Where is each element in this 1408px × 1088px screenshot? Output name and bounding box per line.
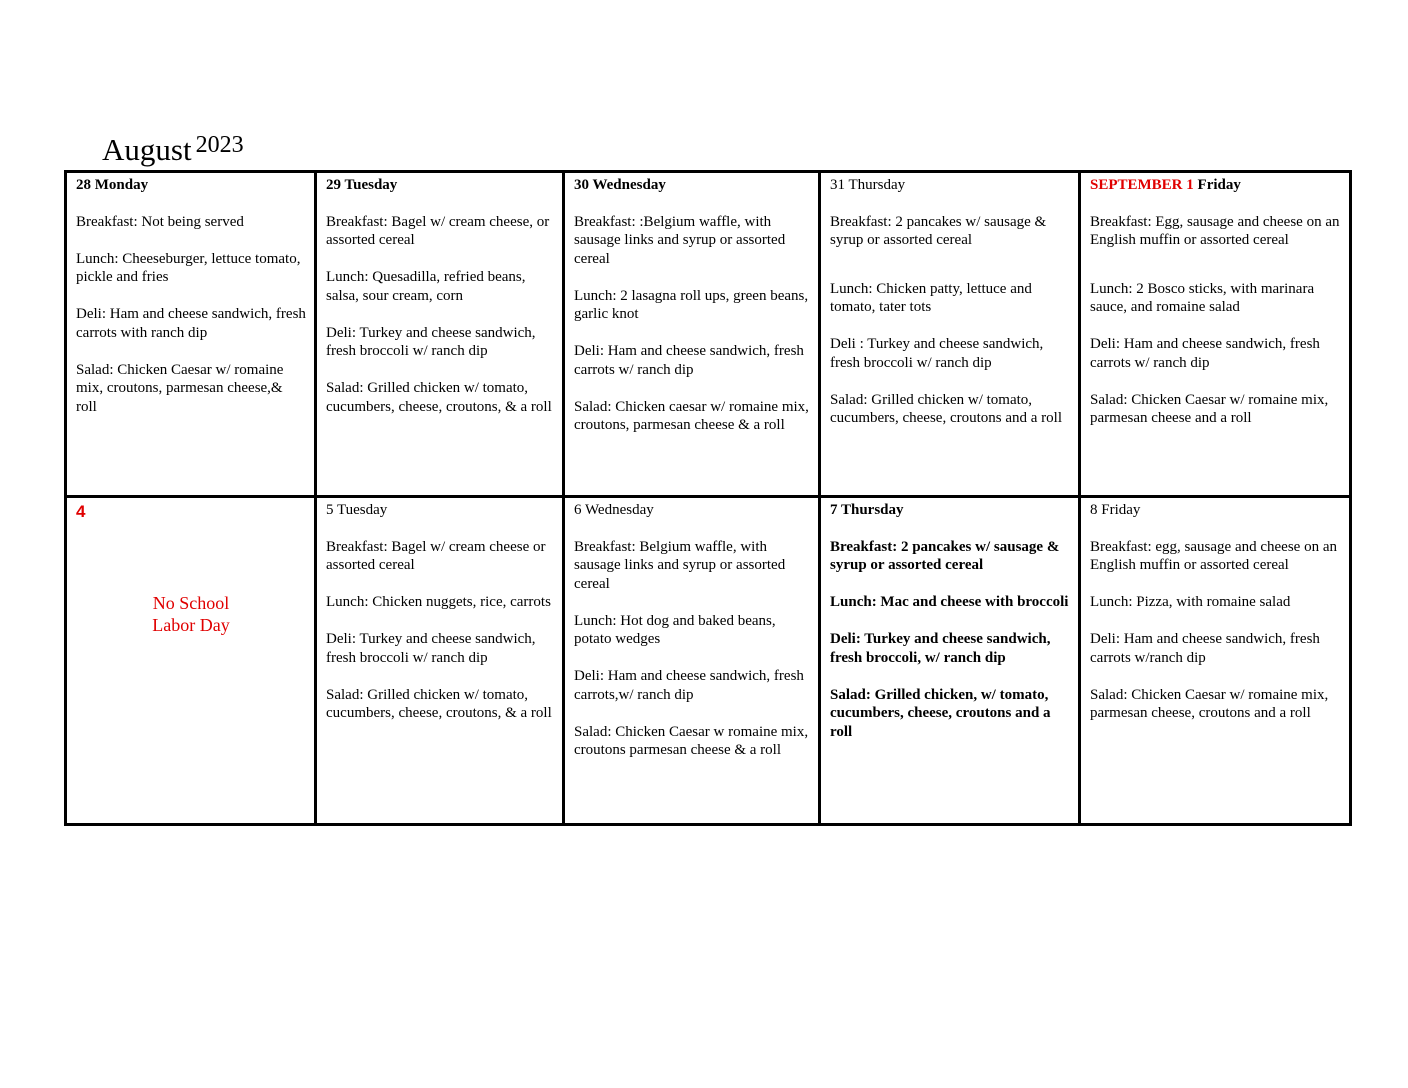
- deli-item: Deli: Turkey and cheese sandwich, fresh broccoli w/ ranch dip: [326, 631, 536, 666]
- salad-item: Salad: Chicken Caesar w/ romaine mix, parmesan cheese, croutons and a roll: [1090, 686, 1329, 721]
- salad-item: Salad: Grilled chicken w/ tomato, cucumbers, cheese, croutons and a roll: [830, 391, 1062, 426]
- breakfast-item: Breakfast: Belgium waffle, with sausage links and syrup or assorted cereal: [574, 538, 786, 592]
- day-header: 31 Thursday: [830, 177, 906, 193]
- day-cell-aug-31: [821, 173, 1081, 498]
- salad-item: Salad: Chicken Caesar w/ romaine mix, croutons, parmesan cheese,& roll: [76, 361, 284, 415]
- breakfast-item: Breakfast: 2 pancakes w/ sausage & syrup or assorted cereal: [830, 213, 1047, 248]
- deli-item: Deli: Ham and cheese sandwich, fresh carrots,w/ ranch dip: [574, 668, 804, 703]
- day-cell-sep-4: [67, 498, 317, 823]
- lunch-item: Lunch: Cheeseburger, lettuce tomato, pickle and fries: [76, 250, 301, 285]
- lunch-item: Lunch: Chicken nuggets, rice, carrots: [326, 594, 551, 610]
- day-cell-aug-29: [317, 173, 565, 498]
- day-cell-sep-8: [1081, 498, 1349, 823]
- day-header: 28 Monday: [76, 177, 149, 193]
- day-cell-sep-1: [1081, 173, 1349, 498]
- breakfast-item: Breakfast: :Belgium waffle, with sausage links and syrup or assorted cereal: [574, 213, 786, 267]
- salad-item: Salad: Grilled chicken, w/ tomato, cucumbers, cheese, croutons and a roll: [830, 686, 1051, 740]
- day-header-month: SEPTEMBER 1: [1090, 177, 1194, 193]
- day-cell-sep-7: [821, 498, 1081, 823]
- lunch-item: Lunch: 2 Bosco sticks, with marinara sauce, and romaine salad: [1090, 280, 1315, 315]
- day-cell-sep-6: [565, 498, 821, 823]
- lunch-item: Lunch: 2 lasagna roll ups, green beans, garlic knot: [574, 287, 809, 322]
- lunch-item: Lunch: Mac and cheese with broccoli: [830, 594, 1069, 610]
- page-title: [102, 132, 244, 168]
- deli-item: Deli: Ham and cheese sandwich, fresh carrots w/ ranch dip: [574, 343, 804, 378]
- salad-item: Salad: Grilled chicken w/ tomato, cucumbers, cheese, croutons, & a roll: [326, 686, 552, 721]
- breakfast-item: Breakfast: Bagel w/ cream cheese or assorted cereal: [326, 538, 546, 573]
- holiday-line: No School: [152, 592, 230, 613]
- lunch-item: Lunch: Pizza, with romaine salad: [1090, 594, 1291, 610]
- deli-item: Deli: Turkey and cheese sandwich, fresh broccoli w/ ranch dip: [326, 324, 536, 359]
- day-header: 4: [76, 502, 86, 521]
- day-header: 6 Wednesday: [574, 502, 654, 518]
- deli-item: Deli : Turkey and cheese sandwich, fresh broccoli w/ ranch dip: [830, 336, 1044, 371]
- lunch-item: Lunch: Quesadilla, refried beans, salsa, sour cream, corn: [326, 269, 526, 304]
- deli-item: Deli: Ham and cheese sandwich, fresh carrots w/ ranch dip: [1090, 336, 1320, 371]
- day-header: 30 Wednesday: [574, 177, 666, 193]
- day-header: 5 Tuesday: [326, 502, 388, 518]
- breakfast-item: Breakfast: Bagel w/ cream cheese, or assorted cereal: [326, 213, 550, 248]
- breakfast-item: Breakfast: Not being served: [76, 213, 244, 230]
- day-header: 8 Friday: [1090, 502, 1141, 518]
- breakfast-item: Breakfast: Egg, sausage and cheese on an English muffin or assorted cereal: [1090, 213, 1340, 248]
- day-cell-aug-28: [67, 173, 317, 498]
- day-header: [1090, 176, 1341, 195]
- salad-item: Salad: Chicken Caesar w romaine mix, croutons parmesan cheese & a roll: [574, 723, 809, 758]
- deli-item: Deli: Ham and cheese sandwich, fresh carrots w/ranch dip: [1090, 631, 1320, 666]
- holiday-line: Labor Day: [152, 614, 230, 635]
- lunch-item: Lunch: Chicken patty, lettuce and tomato, tater tots: [830, 280, 1032, 315]
- day-header: 7 Thursday: [830, 502, 904, 518]
- breakfast-item: Breakfast: 2 pancakes w/ sausage & syrup or assorted cereal: [830, 538, 1060, 573]
- day-header: 29 Tuesday: [326, 177, 398, 193]
- day-cell-sep-5: [317, 498, 565, 823]
- salad-item: Salad: Chicken Caesar w/ romaine mix, parmesan cheese and a roll: [1090, 391, 1329, 426]
- deli-item: Deli: Ham and cheese sandwich, fresh carrots with ranch dip: [76, 306, 306, 341]
- salad-item: Salad: Grilled chicken w/ tomato, cucumbers, cheese, croutons, & a roll: [326, 380, 552, 415]
- breakfast-item: Breakfast: egg, sausage and cheese on an English muffin or assorted cereal: [1090, 538, 1337, 573]
- menu-calendar-table: [64, 170, 1352, 826]
- lunch-item: Lunch: Hot dog and baked beans, potato wedges: [574, 612, 776, 647]
- salad-item: Salad: Chicken caesar w/ romaine mix, croutons, parmesan cheese & a roll: [574, 398, 809, 433]
- holiday-note: [76, 592, 306, 636]
- day-cell-aug-30: [565, 173, 821, 498]
- deli-item: Deli: Turkey and cheese sandwich, fresh broccoli, w/ ranch dip: [830, 631, 1051, 666]
- title-month: August: [102, 132, 192, 167]
- day-header-weekday: Friday: [1197, 177, 1241, 193]
- title-year: 2023: [195, 132, 244, 158]
